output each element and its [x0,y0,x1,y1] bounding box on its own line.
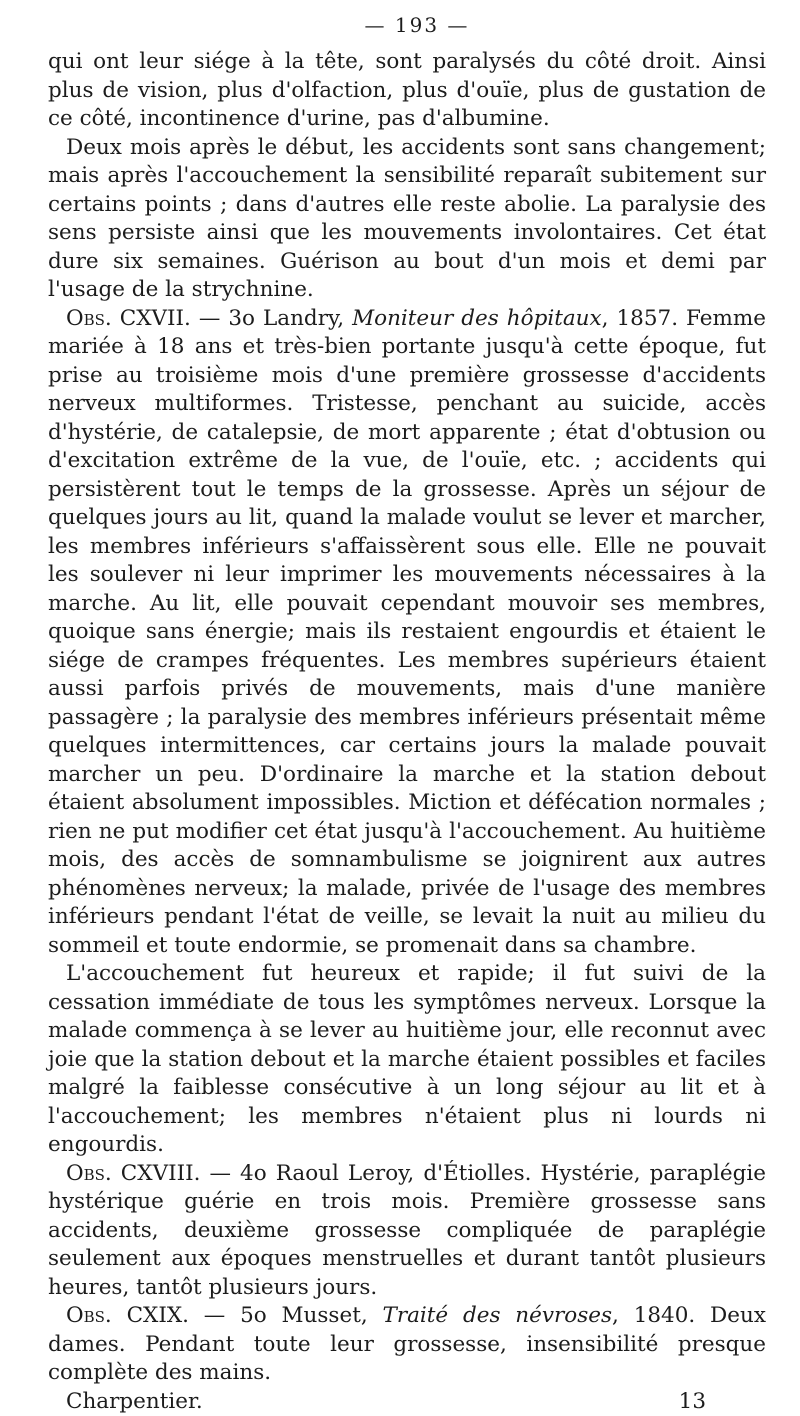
body-text [48,48,766,1388]
observation-text: , 1840. Deux dames. Pendant toute leur grossesse, insensibilité presque complète des mains. [48,1303,766,1385]
observation-reference-title: Moniteur des hôpitaux [352,306,602,331]
paragraph-after-delivery: Deux mois après le début, les accidents sont sans changement; mais après l'accouchement la sensibilité reparaît subitement sur certains points ; dans d'autres elle reste abolie. La paralysie des sens persiste ainsi que les mouvements involontaires. Cet état dure six semaines. Guérison au bout d'un mois et demi par l'usage de la strychnine. [48,134,766,305]
observation-reference-lead: — 3o Landry, [191,306,352,331]
observation-text: , 1857. Femme mariée à 18 ans et très-bien portante jusqu'à cette époque, fut prise au troisième mois d'une première grossesse d'accidents nerveux multiformes. Tristesse, penchant au suicide, accès d'hystérie, de catalepsie, de mort apparente ; état d'obtusion ou d'excitation extrême de la vue, de l'ouïe, etc. ; accidents qui persistèrent tout le temps de la grossesse. Après un séjour de quelques jours au lit, quand la malade voulut se lever et marcher, les membres inférieurs s'affaissèrent sous elle. Elle ne pouvait les soulever ni leur imprimer les mouvements nécessaires à la marche. Au lit, elle pouvait cependant mouvoir ses membres, quoique sans énergie; mais ils restaient engourdis et étaient le siége de crampes fréquentes. Les membres supérieurs étaient aussi parfois privés de mouvements, mais d'une manière passagère ; la paralysie des membres inférieurs présentait même quelques intermittences, car certains jours la malade pouvait marcher un peu. D'ordinaire la marche et la station debout étaient absolument impossibles. Miction et défécation normales ; rien ne put modifier cet état jusqu'à l'accouchement. Au huitième mois, des accès de somnambulisme se joignirent aux autres phénomènes nerveux; la malade, privée de l'usage des membres inférieurs pendant l'état de veille, se levait la nuit au milieu du sommeil et toute endormie, se promenait dans sa chambre. [48,306,766,958]
page-footer [48,1388,766,1416]
observation-label: Obs. CXVII. [66,306,191,331]
observation-cxvii [48,305,766,961]
observation-cxviii [48,1160,766,1303]
observation-cxix [48,1302,766,1388]
footer-sheet-number: 13 [679,1388,706,1416]
observation-text: — 4o Raoul Leroy, d'Étiolles. Hystérie, paraplégie hystérique guérie en trois mois. Première grossesse sans accidents, deuxième grossesse compliquée de paraplégie seulement aux époques menstruelles et durant tantôt plusieurs heures, tantôt plusieurs jours. [48,1161,766,1300]
observation-label: Obs. CXIX. [66,1303,189,1328]
page-number: — 193 — [48,12,766,38]
observation-label: Obs. CXVIII. [66,1161,200,1186]
paragraph-continuation: qui ont leur siége à la tête, sont paralysés du côté droit. Ainsi plus de vision, plus d'olfaction, plus d'ouïe, plus de gustation de ce côté, incontinence d'urine, pas d'albumine. [48,48,766,134]
paragraph-delivery-outcome: L'accouchement fut heureux et rapide; il fut suivi de la cessation immédiate de tous les symptômes nerveux. Lorsque la malade commença à se lever au huitième jour, elle reconnut avec joie que la station debout et la marche étaient possibles et faciles malgré la faiblesse consécutive à un long séjour au lit et à l'accouchement; les membres n'étaient plus ni lourds ni engourdis. [48,960,766,1160]
observation-reference-lead: — 5o Musset, [189,1303,383,1328]
footer-signature: Charpentier. [66,1388,203,1416]
observation-reference-title: Traité des névroses [382,1303,612,1328]
